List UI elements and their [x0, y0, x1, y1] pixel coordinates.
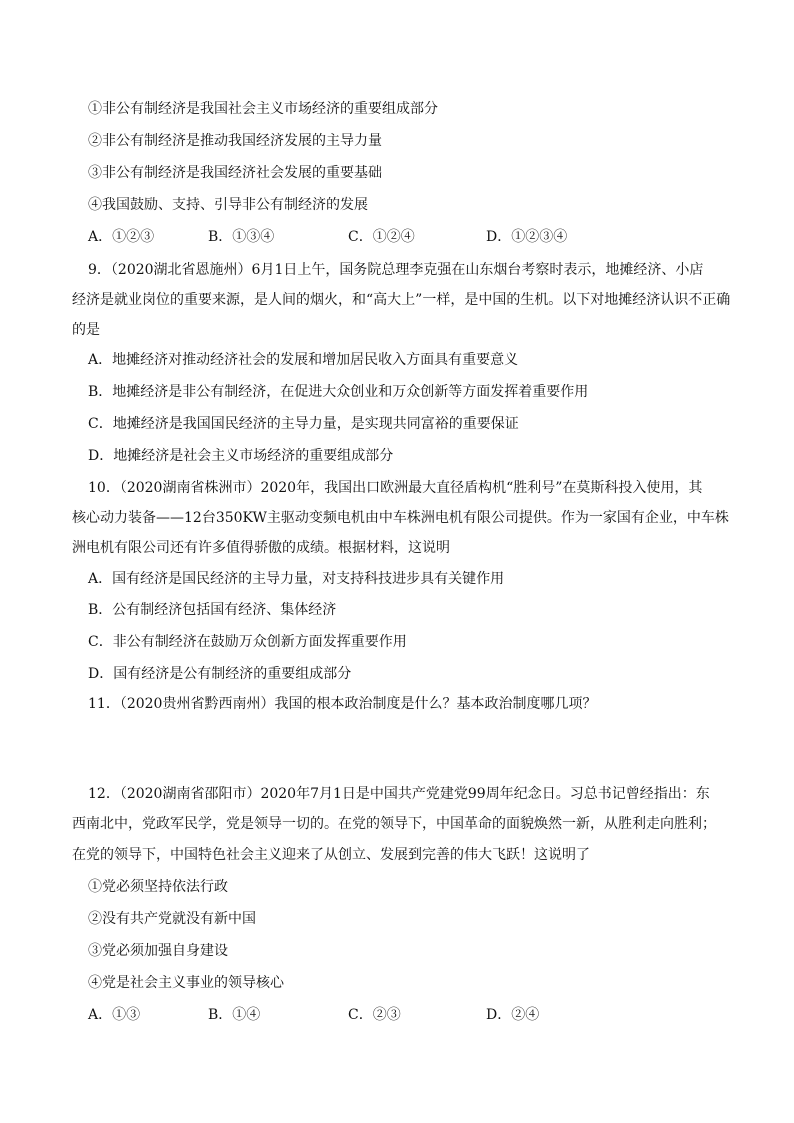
option-b: B．公有制经济包括国有经济、集体经济 — [88, 602, 337, 618]
option-a: A．地摊经济对推动经济社会的发展和增加居民收入方面具有重要意义 — [88, 352, 519, 368]
option-c: C．地摊经济是我国国民经济的主导力量，是实现共同富裕的重要保证 — [88, 416, 519, 432]
choice-a: A．①②③ — [88, 229, 155, 245]
choice-a: A．①③ — [88, 1007, 141, 1023]
choice-c: C．②③ — [348, 1007, 401, 1023]
question-9-text: 经济是就业岗位的重要来源，是人间的烟火，和“高大上”一样，是中国的生机。以下对地摊经济认识不正确 — [72, 292, 731, 308]
choice-b: B．①③④ — [208, 229, 275, 245]
question-10-text: 洲电机有限公司还有许多值得骄傲的成绩。根据材料，这说明 — [72, 540, 450, 556]
question-9-text: 9．（2020湖北省恩施州）6月1日上午，国务院总理李克强在山东烟台考察时表示，地摊经济、小店 — [88, 262, 704, 278]
statement: ③非公有制经济是我国经济社会发展的重要基础 — [88, 165, 382, 181]
question-11-text: 11．（2020贵州省黔西南州）我国的根本政治制度是什么？基本政治制度哪几项？ — [88, 696, 597, 712]
statement: ③党必须加强自身建设 — [88, 943, 228, 959]
option-d: D．地摊经济是社会主义市场经济的重要组成部分 — [88, 448, 394, 464]
question-9-text: 的是 — [72, 322, 100, 338]
option-a: A．国有经济是国民经济的主导力量，对支持科技进步具有关键作用 — [88, 571, 505, 587]
choice-c: C．①②④ — [348, 229, 415, 245]
statement: ②没有共产党就没有新中国 — [88, 911, 256, 927]
question-12-text: 12．（2020湖南省邵阳市）2020年7月1日是中国共产党建党99周年纪念日。习总书记曾经指出：东 — [88, 786, 710, 802]
choice-d: D．①②③④ — [486, 229, 568, 245]
statement: ④我国鼓励、支持、引导非公有制经济的发展 — [88, 197, 368, 213]
option-c: C．非公有制经济在鼓励万众创新方面发挥重要作用 — [88, 634, 407, 650]
statement: ②非公有制经济是推动我国经济发展的主导力量 — [88, 133, 382, 149]
statement: ①党必须坚持依法行政 — [88, 879, 228, 895]
question-10-text: 核心动力装备——12台350KW主驱动变频电机由中车株洲电机有限公司提供。作为一家国有企业，中车株 — [72, 510, 729, 526]
question-12-text: 在党的领导下，中国特色社会主义迎来了从创立、发展到完善的伟大飞跃！这说明了 — [72, 847, 590, 863]
statement: ④党是社会主义事业的领导核心 — [88, 975, 284, 991]
option-d: D．国有经济是公有制经济的重要组成部分 — [88, 666, 352, 682]
choice-b: B．①④ — [208, 1007, 261, 1023]
option-b: B．地摊经济是非公有制经济，在促进大众创业和万众创新等方面发挥着重要作用 — [88, 384, 589, 400]
statement: ①非公有制经济是我国社会主义市场经济的重要组成部分 — [88, 101, 438, 117]
question-10-text: 10．（2020湖南省株洲市）2020年，我国出口欧洲最大直径盾构机“胜利号”在莫斯科投入使用，其 — [88, 480, 703, 496]
choice-d: D．②④ — [486, 1007, 540, 1023]
question-12-text: 西南北中，党政军民学，党是领导一切的。在党的领导下，中国革命的面貌焕然一新，从胜利走向胜利； — [72, 816, 716, 832]
